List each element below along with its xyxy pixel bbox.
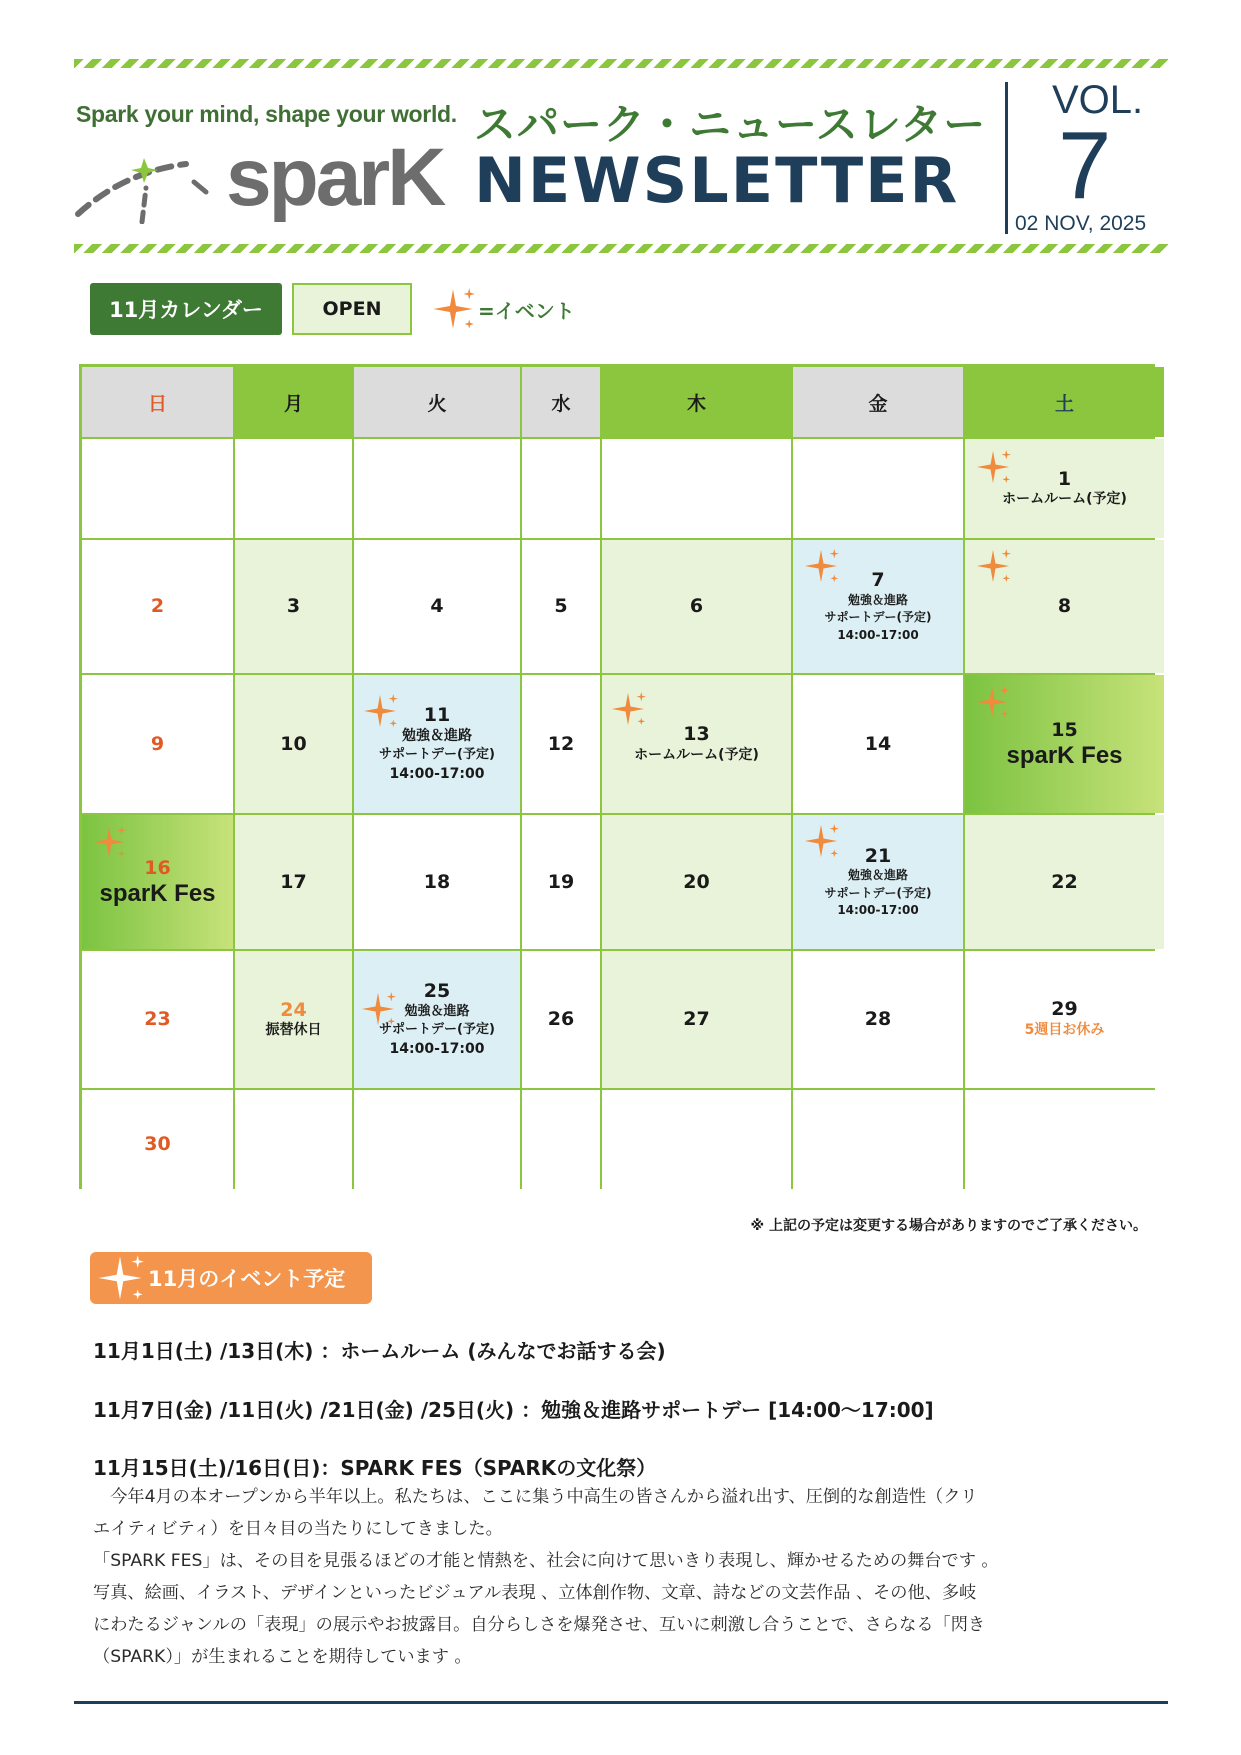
header-divider <box>1005 82 1008 234</box>
logo-mark-icon <box>74 152 224 224</box>
sparkle-icon <box>803 548 839 584</box>
day-event: ホームルーム(予定) <box>1002 491 1127 508</box>
weekday-fri: 金 <box>793 367 963 437</box>
day-number: 23 <box>144 1008 171 1031</box>
day-cell-empty <box>354 1090 520 1198</box>
day-cell-20 <box>602 815 791 949</box>
calendar-grid <box>79 364 1155 1189</box>
description-line: にわたるジャンルの「表現」の展示やお披露目。自分らしさを爆発させ、互いに刺激し合うことで、さらなる「閃き <box>93 1615 986 1635</box>
issue-date: 02 NOV, 2025 <box>1015 212 1147 235</box>
event-line-spark-fes: 11月15日(土)/16日(日)：SPARK FES（SPARKの文化祭） <box>93 1456 657 1480</box>
schedule-note: ※ 上記の予定は変更する場合がありますのでご了承ください。 <box>750 1218 1147 1234</box>
legend-event: =イベント <box>478 299 575 323</box>
day-event: サポートデー(予定) <box>379 746 495 762</box>
day-number: 6 <box>689 595 704 618</box>
day-cell-30 <box>82 1090 233 1198</box>
day-cell-empty <box>354 439 520 538</box>
day-cell-13 <box>602 675 791 813</box>
weekday-sun: 日 <box>82 367 233 437</box>
description-line: （SPARK）」が生まれることを期待しています 。 <box>93 1647 472 1667</box>
day-cell-8 <box>965 540 1164 673</box>
title-en: NEWSLETTER <box>474 144 960 217</box>
sparkle-icon <box>360 991 396 1027</box>
day-cell-empty <box>235 439 352 538</box>
day-number: 26 <box>547 1008 575 1031</box>
day-cell-3 <box>235 540 352 673</box>
day-event: 勉強＆進路 <box>847 592 908 607</box>
description-line: 写真、絵画、イラスト、デザインといったビジュアル表現 、立体創作物、文章、詩などの文芸作品 、その他、多岐 <box>93 1583 977 1603</box>
day-cell-12 <box>522 675 600 813</box>
day-cell-16 <box>82 815 233 949</box>
day-event-time: 14:00-17:00 <box>389 765 485 782</box>
day-number: 9 <box>150 732 165 755</box>
day-cell-1 <box>965 439 1164 538</box>
day-number: 22 <box>1051 870 1078 893</box>
sparkle-icon <box>975 449 1011 485</box>
day-cell-25 <box>354 951 520 1088</box>
day-event: サポートデー(予定) <box>824 610 932 625</box>
sparkle-icon <box>610 691 646 727</box>
day-cell-23 <box>82 951 233 1088</box>
day-event-time: 14:00-17:00 <box>837 627 919 642</box>
description-line: 今年4月の本オープンから半年以上。私たちは、ここに集う中高生の皆さんから溢れ出す、圧倒的な創造性（クリ <box>93 1487 978 1507</box>
day-number: 13 <box>683 723 710 746</box>
day-cell-5 <box>522 540 600 673</box>
logo-text: sparK <box>226 132 444 223</box>
sparkle-icon <box>975 685 1009 719</box>
weekday-sat: 土 <box>965 367 1164 437</box>
day-cell-empty <box>793 439 963 538</box>
day-cell-empty <box>522 439 600 538</box>
day-event: 5週目お休み <box>1024 1022 1105 1039</box>
day-cell-26 <box>522 951 600 1088</box>
day-event: サポートデー(予定) <box>379 1022 495 1038</box>
day-number: 10 <box>280 732 307 755</box>
day-cell-empty <box>522 1090 600 1198</box>
day-cell-6 <box>602 540 791 673</box>
day-number: 19 <box>547 870 575 893</box>
top-stripe <box>74 59 1168 68</box>
day-number: 29 <box>1051 998 1078 1021</box>
day-cell-empty <box>965 1090 1164 1198</box>
day-cell-empty <box>793 1090 963 1198</box>
sparkle-icon <box>96 1254 144 1302</box>
day-cell-17 <box>235 815 352 949</box>
event-line-support-day: 11月7日(金) /11日(火) /21日(金) /25日(火) ：勉強＆進路サポートデー [14:00〜17:00] <box>93 1398 934 1422</box>
day-event: サポートデー(予定) <box>824 885 932 900</box>
vol-label: VOL. <box>1052 78 1144 122</box>
weekday-thu: 木 <box>602 367 791 437</box>
day-number: 18 <box>423 870 451 893</box>
day-event: sparK Fes <box>99 879 216 907</box>
day-number: 3 <box>286 595 301 618</box>
day-cell-9 <box>82 675 233 813</box>
description-line: 「SPARK FES」は、その目を見張るほどの才能と情熱を、社会に向けて思いきり表現し、輝かせるための舞台です 。 <box>93 1551 999 1571</box>
title-jp: スパーク・ニュースレター <box>474 100 987 149</box>
day-cell-empty <box>82 439 233 538</box>
footer-rule <box>74 1701 1168 1704</box>
weekday-tue: 火 <box>354 367 520 437</box>
day-number: 8 <box>1057 595 1072 618</box>
vol-number: 7 <box>1058 112 1112 219</box>
day-cell-empty <box>602 1090 791 1198</box>
day-cell-29 <box>965 951 1164 1088</box>
day-number: 11 <box>423 704 451 727</box>
day-cell-7 <box>793 540 963 673</box>
day-number: 14 <box>864 732 892 755</box>
day-cell-10 <box>235 675 352 813</box>
header-bottom-stripe <box>74 244 1168 253</box>
sparkle-icon <box>975 548 1011 584</box>
sparkle-icon <box>92 825 126 859</box>
day-number: 2 <box>150 595 165 618</box>
day-cell-19 <box>522 815 600 949</box>
day-cell-11 <box>354 675 520 813</box>
day-number: 25 <box>423 979 451 1002</box>
day-number: 16 <box>144 856 171 879</box>
day-event: sparK Fes <box>1006 741 1123 769</box>
day-event: 勉強＆進路 <box>847 868 908 883</box>
day-number: 12 <box>547 732 575 755</box>
day-cell-15 <box>965 675 1164 813</box>
day-cell-22 <box>965 815 1164 949</box>
day-event: 振替休日 <box>265 1022 322 1039</box>
day-number: 28 <box>864 1008 892 1031</box>
day-cell-4 <box>354 540 520 673</box>
day-number: 24 <box>280 998 307 1021</box>
day-cell-empty <box>235 1090 352 1198</box>
day-number: 17 <box>280 870 307 893</box>
day-cell-27 <box>602 951 791 1088</box>
day-cell-18 <box>354 815 520 949</box>
events-badge-label: 11月のイベント予定 <box>148 1267 346 1291</box>
description-line: エイティビティ）を日々目の当たりにしてきました。 <box>93 1519 503 1539</box>
sparkle-icon <box>431 287 475 331</box>
legend-open: OPEN <box>292 283 412 335</box>
day-event-time: 14:00-17:00 <box>389 1041 485 1058</box>
day-cell-28 <box>793 951 963 1088</box>
day-event: 勉強＆進路 <box>402 728 472 745</box>
day-cell-21 <box>793 815 963 949</box>
day-number: 4 <box>430 595 444 618</box>
day-number: 5 <box>554 595 568 618</box>
day-number: 1 <box>1057 467 1072 490</box>
day-event-time: 14:00-17:00 <box>837 903 919 918</box>
day-number: 21 <box>864 844 892 867</box>
sparkle-icon <box>803 823 839 859</box>
weekday-mon: 月 <box>235 367 352 437</box>
day-number: 7 <box>871 569 885 592</box>
day-number: 27 <box>683 1008 710 1031</box>
sparkle-icon <box>362 693 398 729</box>
day-cell-2 <box>82 540 233 673</box>
day-cell-14 <box>793 675 963 813</box>
event-line-homeroom: 11月1日(土) /13日(木) ：ホームルーム (みんなでお話する会) <box>93 1339 666 1363</box>
day-event: 勉強＆進路 <box>404 1003 470 1019</box>
events-badge <box>90 1252 372 1304</box>
day-cell-24 <box>235 951 352 1088</box>
day-cell-empty <box>602 439 791 538</box>
weekday-wed: 水 <box>522 367 600 437</box>
tagline: Spark your mind, shape your world. <box>76 101 457 127</box>
day-number: 20 <box>683 870 710 893</box>
day-number: 15 <box>1051 718 1078 741</box>
calendar-badge: 11月カレンダー <box>90 283 282 335</box>
day-number: 30 <box>144 1132 171 1155</box>
day-event: ホームルーム(予定) <box>634 746 759 763</box>
